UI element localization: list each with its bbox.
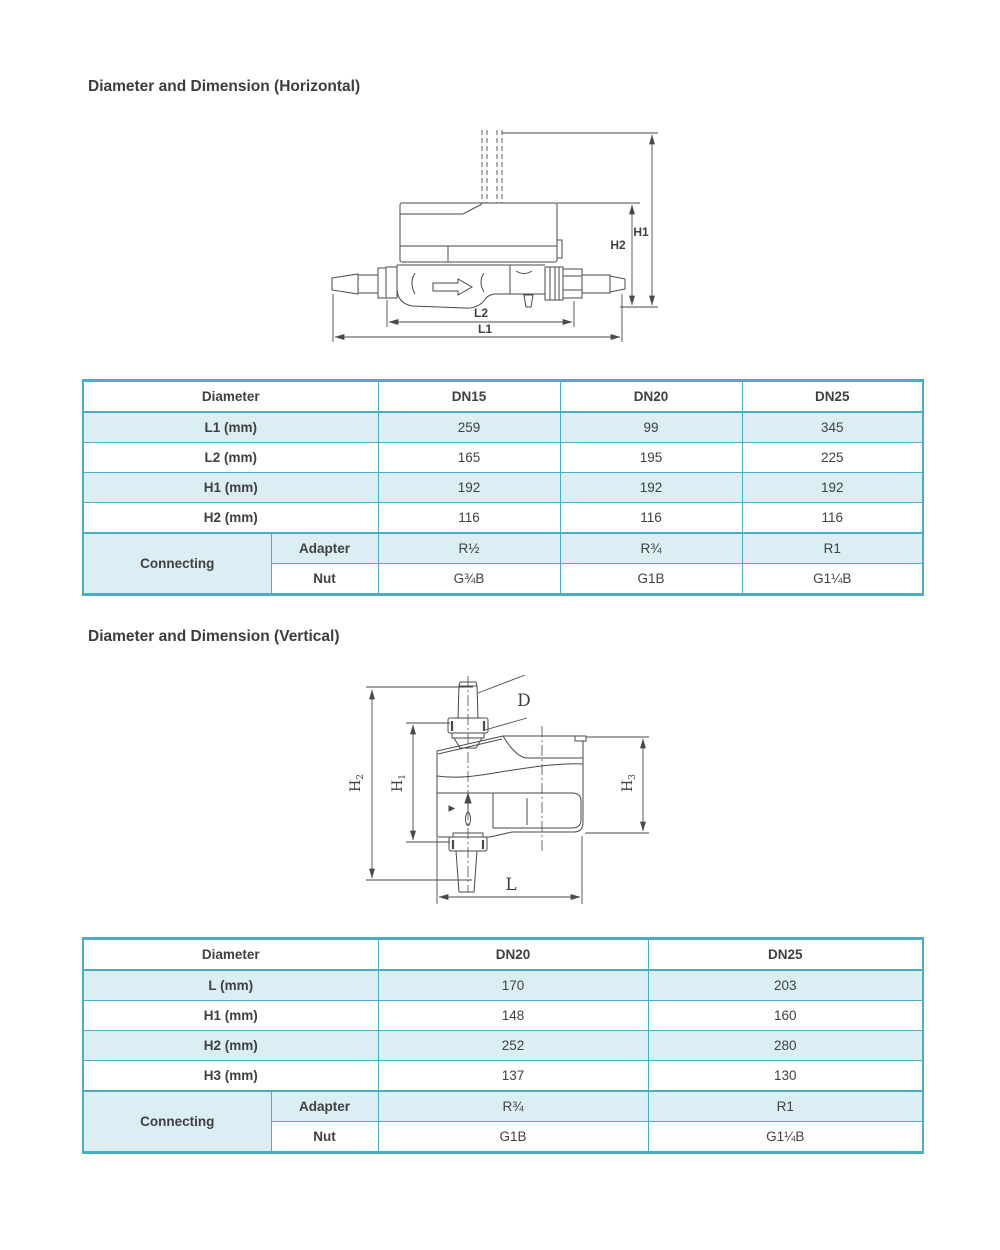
row-label: Nut bbox=[271, 564, 378, 595]
value-cell: 148 bbox=[378, 1001, 648, 1031]
dim-label-l2: L2 bbox=[473, 306, 489, 320]
table-row-l bbox=[83, 970, 923, 1001]
row-label: H1 (mm) bbox=[83, 1001, 378, 1031]
column-header: DN20 bbox=[560, 381, 742, 413]
value-cell: 280 bbox=[648, 1031, 923, 1061]
dim-label-h1: H1 bbox=[633, 225, 649, 239]
value-cell: G1¼B bbox=[742, 564, 923, 595]
row-label: Diameter bbox=[83, 381, 378, 413]
row-label-connecting: Connecting bbox=[83, 533, 271, 595]
table-row-h2 bbox=[83, 1031, 923, 1061]
vertical-dimension-table bbox=[82, 937, 924, 1154]
table-row-l1 bbox=[83, 412, 923, 443]
value-cell: 259 bbox=[378, 412, 560, 443]
dim-label-h2: H2 bbox=[610, 238, 626, 252]
value-cell: 192 bbox=[560, 473, 742, 503]
table-row-adapter bbox=[83, 533, 923, 564]
value-cell: R¾ bbox=[378, 1091, 648, 1122]
horizontal-meter-drawing bbox=[300, 118, 680, 353]
value-cell: R½ bbox=[378, 533, 560, 564]
table-row-h3 bbox=[83, 1061, 923, 1092]
row-label: H2 (mm) bbox=[83, 1031, 378, 1061]
value-cell: R¾ bbox=[560, 533, 742, 564]
row-label: H3 (mm) bbox=[83, 1061, 378, 1092]
horizontal-dimension-table bbox=[82, 379, 924, 596]
row-label: H2 (mm) bbox=[83, 503, 378, 534]
value-cell: 225 bbox=[742, 443, 923, 473]
row-label: L1 (mm) bbox=[83, 412, 378, 443]
phantom-pipe-dashed bbox=[482, 130, 502, 203]
row-label: Nut bbox=[271, 1122, 378, 1153]
value-cell: 252 bbox=[378, 1031, 648, 1061]
table-row-h1 bbox=[83, 473, 923, 503]
row-label: Adapter bbox=[271, 1091, 378, 1122]
dim-label-l1: L1 bbox=[477, 322, 493, 336]
value-cell: 99 bbox=[560, 412, 742, 443]
value-cell: 192 bbox=[742, 473, 923, 503]
column-header: DN20 bbox=[378, 939, 648, 971]
table-row-l2 bbox=[83, 443, 923, 473]
value-cell: 160 bbox=[648, 1001, 923, 1031]
row-label-connecting: Connecting bbox=[83, 1091, 271, 1153]
dim-label-l: L bbox=[505, 875, 517, 895]
table-row-adapter bbox=[83, 1091, 923, 1122]
value-cell: G¾B bbox=[378, 564, 560, 595]
dimension-lines bbox=[366, 675, 649, 904]
center-lines bbox=[468, 676, 542, 892]
value-cell: 116 bbox=[742, 503, 923, 534]
row-label: H1 (mm) bbox=[83, 473, 378, 503]
table-row-h1 bbox=[83, 1001, 923, 1031]
table-header-row bbox=[83, 939, 923, 971]
value-cell: 345 bbox=[742, 412, 923, 443]
column-header: DN25 bbox=[648, 939, 923, 971]
value-cell: 116 bbox=[560, 503, 742, 534]
table-row-h2 bbox=[83, 503, 923, 534]
row-label: Diameter bbox=[83, 939, 378, 971]
value-cell: G1B bbox=[560, 564, 742, 595]
value-cell: 130 bbox=[648, 1061, 923, 1092]
section-heading-vertical: Diameter and Dimension (Vertical) bbox=[88, 628, 340, 645]
column-header: DN25 bbox=[742, 381, 923, 413]
value-cell: 137 bbox=[378, 1061, 648, 1092]
value-cell: 195 bbox=[560, 443, 742, 473]
row-label: L2 (mm) bbox=[83, 443, 378, 473]
value-cell: G1B bbox=[378, 1122, 648, 1153]
value-cell: 170 bbox=[378, 970, 648, 1001]
value-cell: R1 bbox=[742, 533, 923, 564]
value-cell: R1 bbox=[648, 1091, 923, 1122]
column-header: DN15 bbox=[378, 381, 560, 413]
dimension-lines bbox=[333, 133, 658, 342]
value-cell: 116 bbox=[378, 503, 560, 534]
value-cell: 203 bbox=[648, 970, 923, 1001]
value-cell: G1¼B bbox=[648, 1122, 923, 1153]
table-header-row bbox=[83, 381, 923, 413]
dim-label-d: D bbox=[517, 691, 531, 711]
value-cell: 165 bbox=[378, 443, 560, 473]
row-label: L (mm) bbox=[83, 970, 378, 1001]
row-label: Adapter bbox=[271, 533, 378, 564]
meter-outline bbox=[437, 682, 586, 892]
value-cell: 192 bbox=[378, 473, 560, 503]
dim-label-h3: $H_3$ bbox=[620, 774, 638, 792]
dim-label-h2: $H_2$ bbox=[348, 774, 366, 792]
dim-label-h1: $H_1$ bbox=[390, 774, 408, 792]
meter-outline bbox=[332, 203, 625, 308]
vertical-meter-drawing bbox=[330, 666, 670, 918]
section-heading-horizontal: Diameter and Dimension (Horizontal) bbox=[88, 78, 361, 95]
